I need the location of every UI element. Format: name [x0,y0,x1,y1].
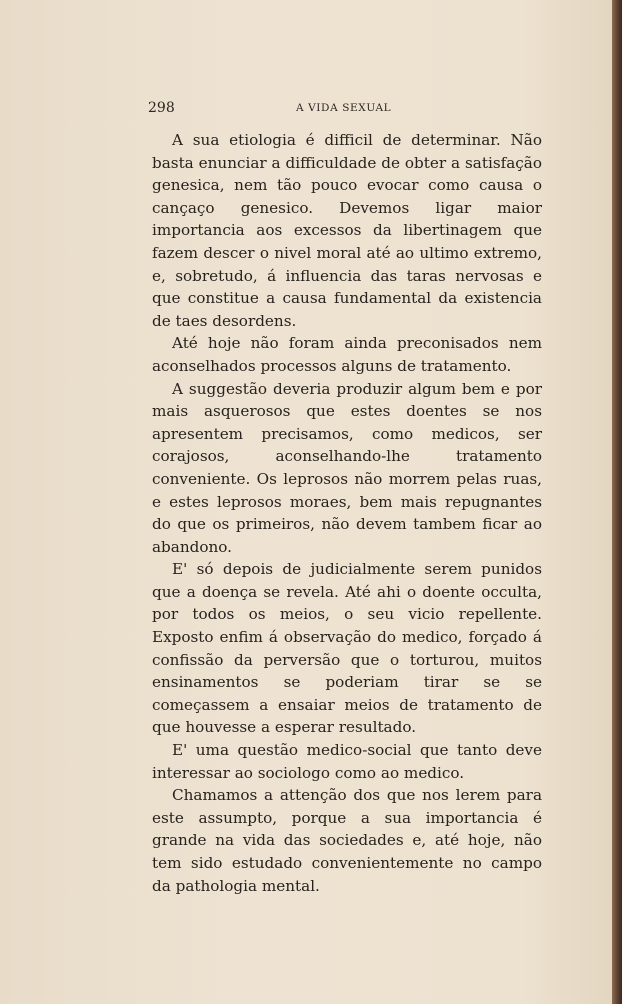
paragraph: E' uma questão medico-social que tanto deve interessar ao sociologo como ao medico. [152,741,542,782]
body-text [152,129,542,897]
page-edge [612,0,622,1004]
page-number: 298 [148,100,175,116]
running-title: A VIDA SEXUAL [296,102,392,114]
paragraph: E' só depois de judicialmente serem punidos que a doença se revela. Até ahi o doente occulta, por todos os meios, o seu vicio repellente. Exposto enfim á observação do medico, forçado á confissão da perversão que o torturou, muitos ensinamentos se poderiam tirar se se começassem a ensaiar meios de tratamento de que houvesse a esperar resultado. [152,560,542,737]
paragraph: A sua etiologia é difficil de determinar. Não basta enunciar a difficuldade de obter a satisfação genesica, nem tão pouco evocar como causa o cançaço genesico. Devemos ligar maior importancia aos excessos da libertinagem que fazem descer o nivel moral até ao ultimo extremo, e, sobretudo, á influencia das taras nervosas e que constitue a causa fundamental da existencia de taes desordens. [152,131,542,330]
paragraph: A suggestão deveria produzir algum bem e por mais asquerosos que estes doentes se nos apresentem precisamos, como medicos, ser corajosos, aconselhando-lhe tratamento conveniente. Os leprosos não morrem pelas ruas, e estes leprosos moraes, bem mais repugnantes do que os primeiros, não devem tambem ficar ao abandono. [152,379,542,556]
paragraph: Até hoje não foram ainda preconisados nem aconselhados processos alguns de tratamento. [152,334,542,375]
paragraph: Chamamos a attenção dos que nos lerem para este assumpto, porque a sua importancia é grande na vida das sociedades e, até hoje, não tem sido estudado convenientemente no campo da pathologia mental. [152,786,542,895]
running-header [148,100,542,120]
